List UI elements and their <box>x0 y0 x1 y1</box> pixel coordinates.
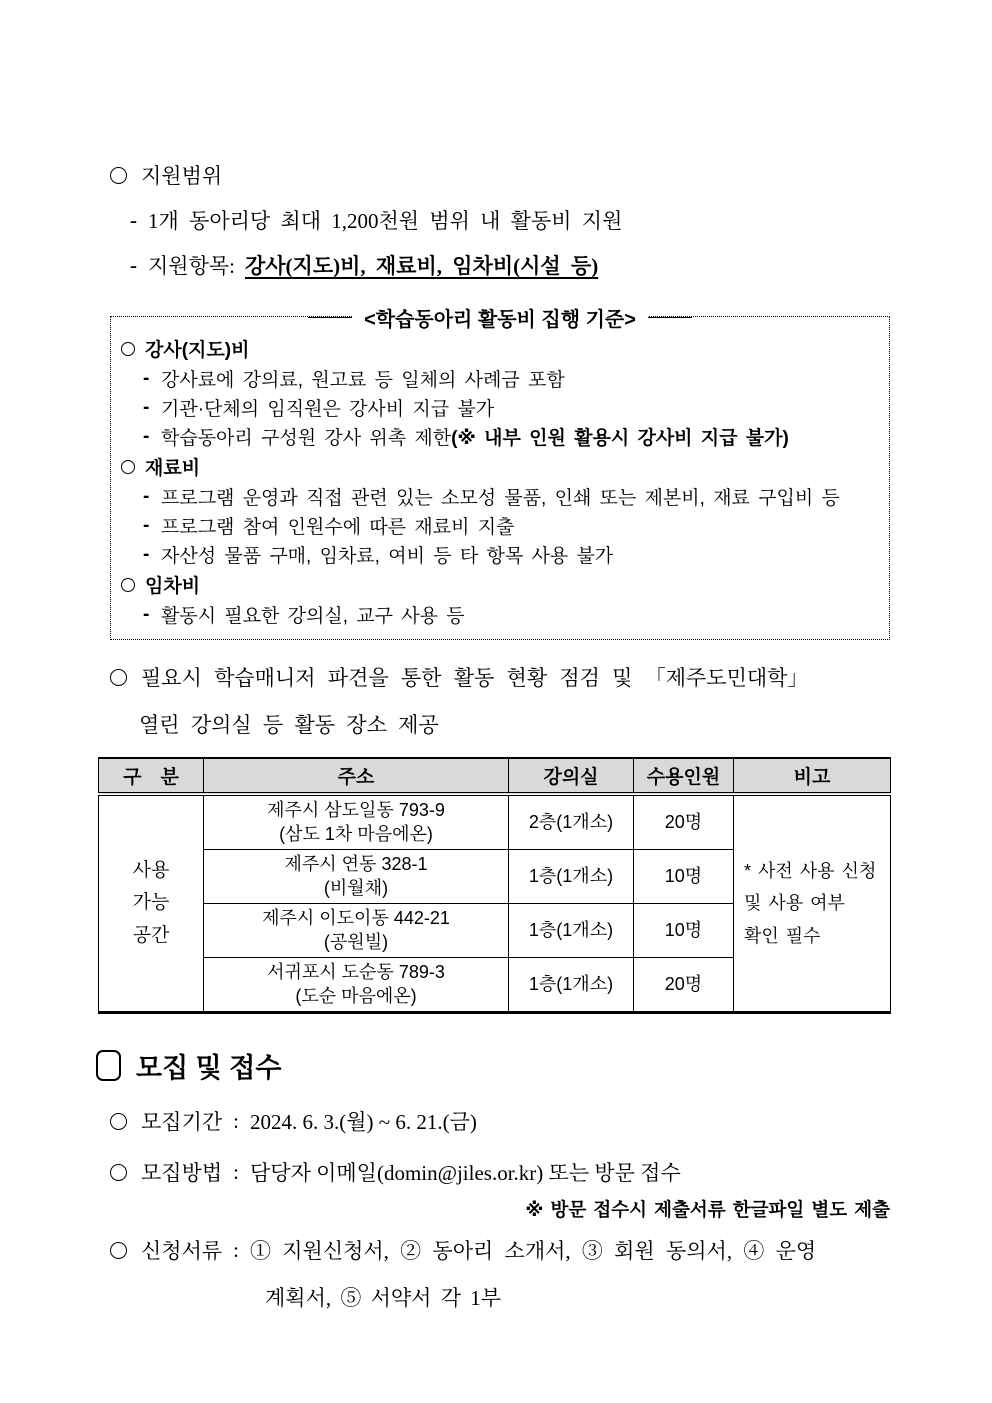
group-label-line: 가능 <box>132 892 170 914</box>
manager-note-text1: 필요시 학습매니저 파견을 통한 활동 현황 점검 및 「제주도민대학」 <box>141 666 809 690</box>
recruit-period-line <box>110 1106 890 1136</box>
criteria-item-text: 강사료에 강의료, 원고료 등 일체의 사례금 포함 <box>161 370 565 391</box>
remarks-line: * 사전 사용 신청 <box>744 860 877 881</box>
address-cell <box>204 850 509 904</box>
remarks-line: 확인 필수 <box>744 925 821 946</box>
recruit-method-value: 담당자 이메일(domin@jiles.or.kr) 또는 방문 접수 <box>250 1161 681 1185</box>
dash-bullet: - <box>130 207 137 232</box>
criteria-section-title: 강사(지도)비 <box>145 340 250 361</box>
circle-bullet-icon <box>110 1164 127 1181</box>
capacity-cell: 10명 <box>634 850 734 904</box>
document-content <box>110 160 890 1312</box>
criteria-item-text: 학습동아리 구성원 강사 위촉 제한 <box>161 428 452 449</box>
manager-note-line2 <box>139 709 890 739</box>
circle-bullet-icon <box>121 578 135 592</box>
application-docs-label: 신청서류 <box>141 1239 223 1263</box>
dash-bullet: - <box>143 485 150 507</box>
dash-bullet: - <box>143 603 150 625</box>
support-scope-heading <box>110 160 890 190</box>
separator-colon: : <box>233 1159 239 1184</box>
support-scope-item-2 <box>130 250 890 280</box>
square-bullet-icon <box>96 1050 121 1081</box>
criteria-section-instructor <box>121 333 881 364</box>
remarks-cell <box>734 794 891 1013</box>
table-row <box>99 794 891 850</box>
address-line1: 서귀포시 도순동 789-3 <box>267 961 445 982</box>
recruit-method-line <box>110 1157 890 1187</box>
legend-right-line <box>648 317 692 318</box>
criteria-section-title: 재료비 <box>145 458 201 479</box>
recruit-period-label: 모집기간 <box>141 1110 223 1134</box>
recruit-method-label: 모집방법 <box>141 1161 223 1185</box>
room-cell: 1층(1개소) <box>509 850 634 904</box>
address-line2: (비월채) <box>323 877 389 898</box>
room-cell: 1층(1개소) <box>509 958 634 1013</box>
separator-colon: : <box>233 1108 239 1133</box>
available-space-table <box>98 757 891 1014</box>
address-line2: (삼도 1차 마음에온) <box>279 823 433 844</box>
dash-bullet: - <box>143 367 150 389</box>
capacity-cell: 10명 <box>634 904 734 958</box>
circle-bullet-icon <box>110 167 127 184</box>
criteria-item <box>143 393 881 422</box>
support-items-prefix: 지원항목: <box>148 254 235 278</box>
criteria-box <box>110 309 890 640</box>
dash-bullet: - <box>143 396 150 418</box>
support-items-underlined: 강사(지도)비, 재료비, 임차비(시설 등) <box>244 254 599 278</box>
criteria-item <box>143 511 881 540</box>
manager-note-line1 <box>110 662 890 692</box>
group-label-line: 공간 <box>132 924 170 946</box>
col-header-category: 구 분 <box>99 758 204 794</box>
criteria-item-bold-note: (※ 내부 인원 활용시 강사비 지급 불가) <box>451 428 789 449</box>
application-docs-line2 <box>265 1282 890 1312</box>
recruit-heading-text: 모집 및 접수 <box>136 1053 282 1083</box>
circle-bullet-icon <box>110 1242 127 1259</box>
criteria-item <box>143 600 881 629</box>
address-cell <box>204 794 509 850</box>
criteria-item-text: 자산성 물품 구매, 임차료, 여비 등 타 항목 사용 불가 <box>161 546 614 567</box>
application-docs-text2: 계획서, ⑤ 서약서 각 1부 <box>265 1286 502 1310</box>
recruit-period-value: 2024. 6. 3.(월) ~ 6. 21.(금) <box>250 1110 477 1134</box>
circle-bullet-icon <box>121 460 135 474</box>
dash-bullet: - <box>143 543 150 565</box>
address-cell <box>204 904 509 958</box>
capacity-cell: 20명 <box>634 794 734 850</box>
criteria-item-text: 기관·단체의 임직원은 강사비 지급 불가 <box>161 399 495 420</box>
application-docs-line1 <box>110 1235 890 1265</box>
manager-note-text2: 열린 강의실 등 활동 장소 제공 <box>139 713 439 737</box>
room-cell: 1층(1개소) <box>509 904 634 958</box>
criteria-item-text: 활동시 필요한 강의실, 교구 사용 등 <box>161 606 465 627</box>
address-line2: (도순 마음에온) <box>295 985 417 1006</box>
table-header-row <box>99 758 891 794</box>
room-cell: 2층(1개소) <box>509 794 634 850</box>
address-line1: 제주시 연동 328-1 <box>284 853 428 874</box>
separator-colon: : <box>233 1237 239 1262</box>
col-header-remarks: 비고 <box>734 758 891 794</box>
capacity-cell: 20명 <box>634 958 734 1013</box>
criteria-section-materials <box>121 451 881 482</box>
criteria-item <box>143 364 881 393</box>
col-header-capacity: 수용인원 <box>634 758 734 794</box>
criteria-item-text: 프로그램 참여 인원수에 따른 재료비 지출 <box>161 517 515 538</box>
col-header-address: 주소 <box>204 758 509 794</box>
criteria-section-title: 임차비 <box>145 576 201 597</box>
criteria-item <box>143 482 881 511</box>
address-line1: 제주시 삼도일동 793-9 <box>267 799 445 820</box>
address-line1: 제주시 이도이동 442-21 <box>262 907 450 928</box>
circle-bullet-icon <box>110 669 127 686</box>
address-line2: (공원빌) <box>323 931 389 952</box>
circle-bullet-icon <box>121 342 135 356</box>
row-group-label <box>99 794 204 1013</box>
group-label-line: 사용 <box>132 860 170 882</box>
criteria-item-text: 프로그램 운영과 직접 관련 있는 소모성 물품, 인쇄 또는 제본비, 재료 구입비 등 <box>161 488 840 509</box>
support-scope-item-1 <box>130 205 890 235</box>
criteria-box-legend <box>111 303 889 332</box>
support-scope-item-1-text: 1개 동아리당 최대 1,200천원 범위 내 활동비 지원 <box>148 209 623 233</box>
dash-bullet: - <box>130 252 137 277</box>
legend-left-line <box>308 317 352 318</box>
address-cell <box>204 958 509 1013</box>
visit-submission-note: ※ 방문 접수시 제출서류 한글파일 별도 제출 <box>525 1199 890 1220</box>
col-header-room: 강의실 <box>509 758 634 794</box>
criteria-box-title: <학습동아리 활동비 집행 기준> <box>352 303 648 332</box>
application-docs-text1: ① 지원신청서, ② 동아리 소개서, ③ 회원 동의서, ④ 운영 <box>250 1239 817 1263</box>
remarks-line: 및 사용 여부 <box>744 893 845 914</box>
dash-bullet: - <box>143 514 150 536</box>
recruit-heading <box>96 1046 890 1085</box>
criteria-item <box>143 540 881 569</box>
circle-bullet-icon <box>110 1113 127 1130</box>
criteria-item <box>143 422 881 451</box>
dash-bullet: - <box>143 425 150 447</box>
support-scope-title: 지원범위 <box>141 164 223 188</box>
criteria-section-rental <box>121 569 881 600</box>
